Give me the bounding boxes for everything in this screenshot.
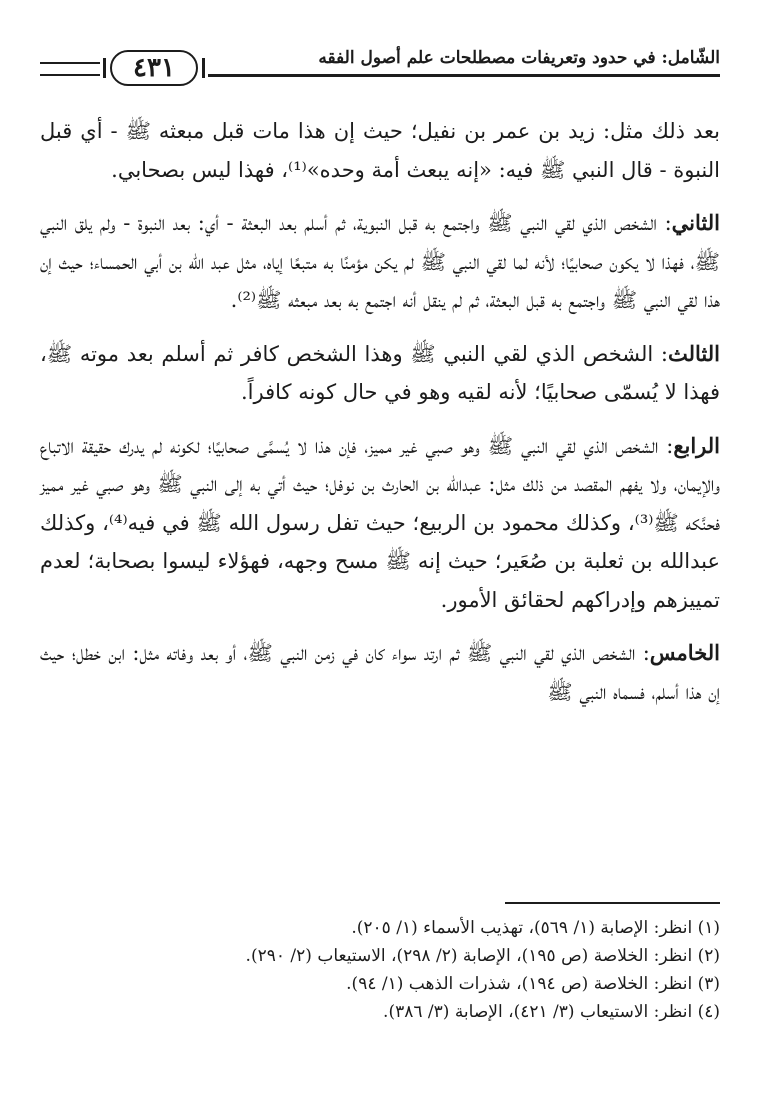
paragraph-text: بعد ذلك مثل: زيد بن عمر بن نفيل؛ حيث إن هذا مات قبل مبعثه ﷺ - أي قبل النبوة - قال النبي ﷺ فيه: «إنه يبعث أمة وحده»⁽¹⁾، فهذا ليس بصحابي. [40,119,720,182]
paragraph-third [40,335,720,412]
paragraph-fifth [40,634,720,711]
paragraph-label: الخامس [649,640,720,665]
paragraph-text: : الشخص الذي لقي النبي ﷺ واجتمع به قبل النبوية، ثم أسلم بعد البعثة - أي: بعد النبوة - ولم يلق النبي ﷺ، فهذا لا يكون صحابيًا؛ لأنه لما لقي النبي ﷺ لم يكن مؤمنًا به متبعًا إياه، مثل عبد الله بن أبي الحمساء؛ حيث إن هذا لقي النبي ﷺ واجتمع به قبل البعثة، ثم لم ينقل أنه اجتمع به بعد مبعثه ﷺ⁽²⁾. [40,211,720,312]
header-rule [208,74,720,77]
footnote-separator [505,902,720,904]
page-number-text: ٤٣١ [133,53,175,83]
paragraph-fourth [40,427,720,620]
footnotes [40,914,720,1026]
main-text [40,112,720,726]
footnote-1: (١) انظر: الإصابة (١/ ٥٦٩)، تهذيب الأسماء (١/ ٢٠٥). [351,918,720,938]
paragraph-label: الرابع [673,432,720,458]
paragraph-second [40,204,720,320]
footnote-3: (٣) انظر: الخلاصة (ص ١٩٤)، شذرات الذهب (١/ ٩٤). [346,974,720,994]
running-title: الشّامل: في حدود وتعريفات مصطلحات علم أصول الفقه [318,48,720,68]
footnote-4: (٤) انظر: الاستيعاب (٣/ ٤٢١)، الإصابة (٣/ ٣٨٦). [383,1002,720,1022]
footnote-2: (٢) انظر: الخلاصة (ص ١٩٥)، الإصابة (٢/ ٢٩٨)، الاستيعاب (٢/ ٢٩٠). [245,946,720,966]
paragraph-text: : الشخص الذي لقي النبي ﷺ وهو صبي غير مميز، فإن هذا لا يُسمَّى صحابيًا؛ لكونه لم يدرك حقيقة الاتباع والإيمان، ولا يفهم المقصد من ذلك مثل: عبدالله بن الحارث بن نوفل؛ حيث أتي به إلى النبي ﷺ وهو صبي غير مميز فحنَّكه ﷺ⁽³⁾، وكذلك محمود بن الربيع؛ حيث تفل رسول الله ﷺ في فيه⁽⁴⁾، وكذلك عبدالله بن ثعلبة بن صُعَير؛ حيث إنه ﷺ مسح وجهه، فهؤلاء ليسوا بصحابة؛ لعدم تمييزهم وإدراكهم لحقائق الأمور. [40,433,721,612]
paragraph-label: الثاني [671,210,720,235]
header-rule-left [40,62,100,76]
paragraph-label: الثالث [668,340,720,366]
page-header [40,44,720,92]
paragraph-text: : الشخص الذي لقي النبي ﷺ ثم ارتد سواء كان في زمن النبي ﷺ، أو بعد وفاته مثل: ابن خطل؛ حيث إن هذا أسلم، فسماه النبي ﷺ [40,641,720,704]
page-number [110,50,198,86]
paragraph-intro [40,112,720,189]
paragraph-text: : الشخص الذي لقي النبي ﷺ وهذا الشخص كافر ثم أسلم بعد موته ﷺ، فهذا لا يُسمّى صحابيًا؛ لأنه لقيه وهو في حال كونه كافراً. [40,341,720,404]
